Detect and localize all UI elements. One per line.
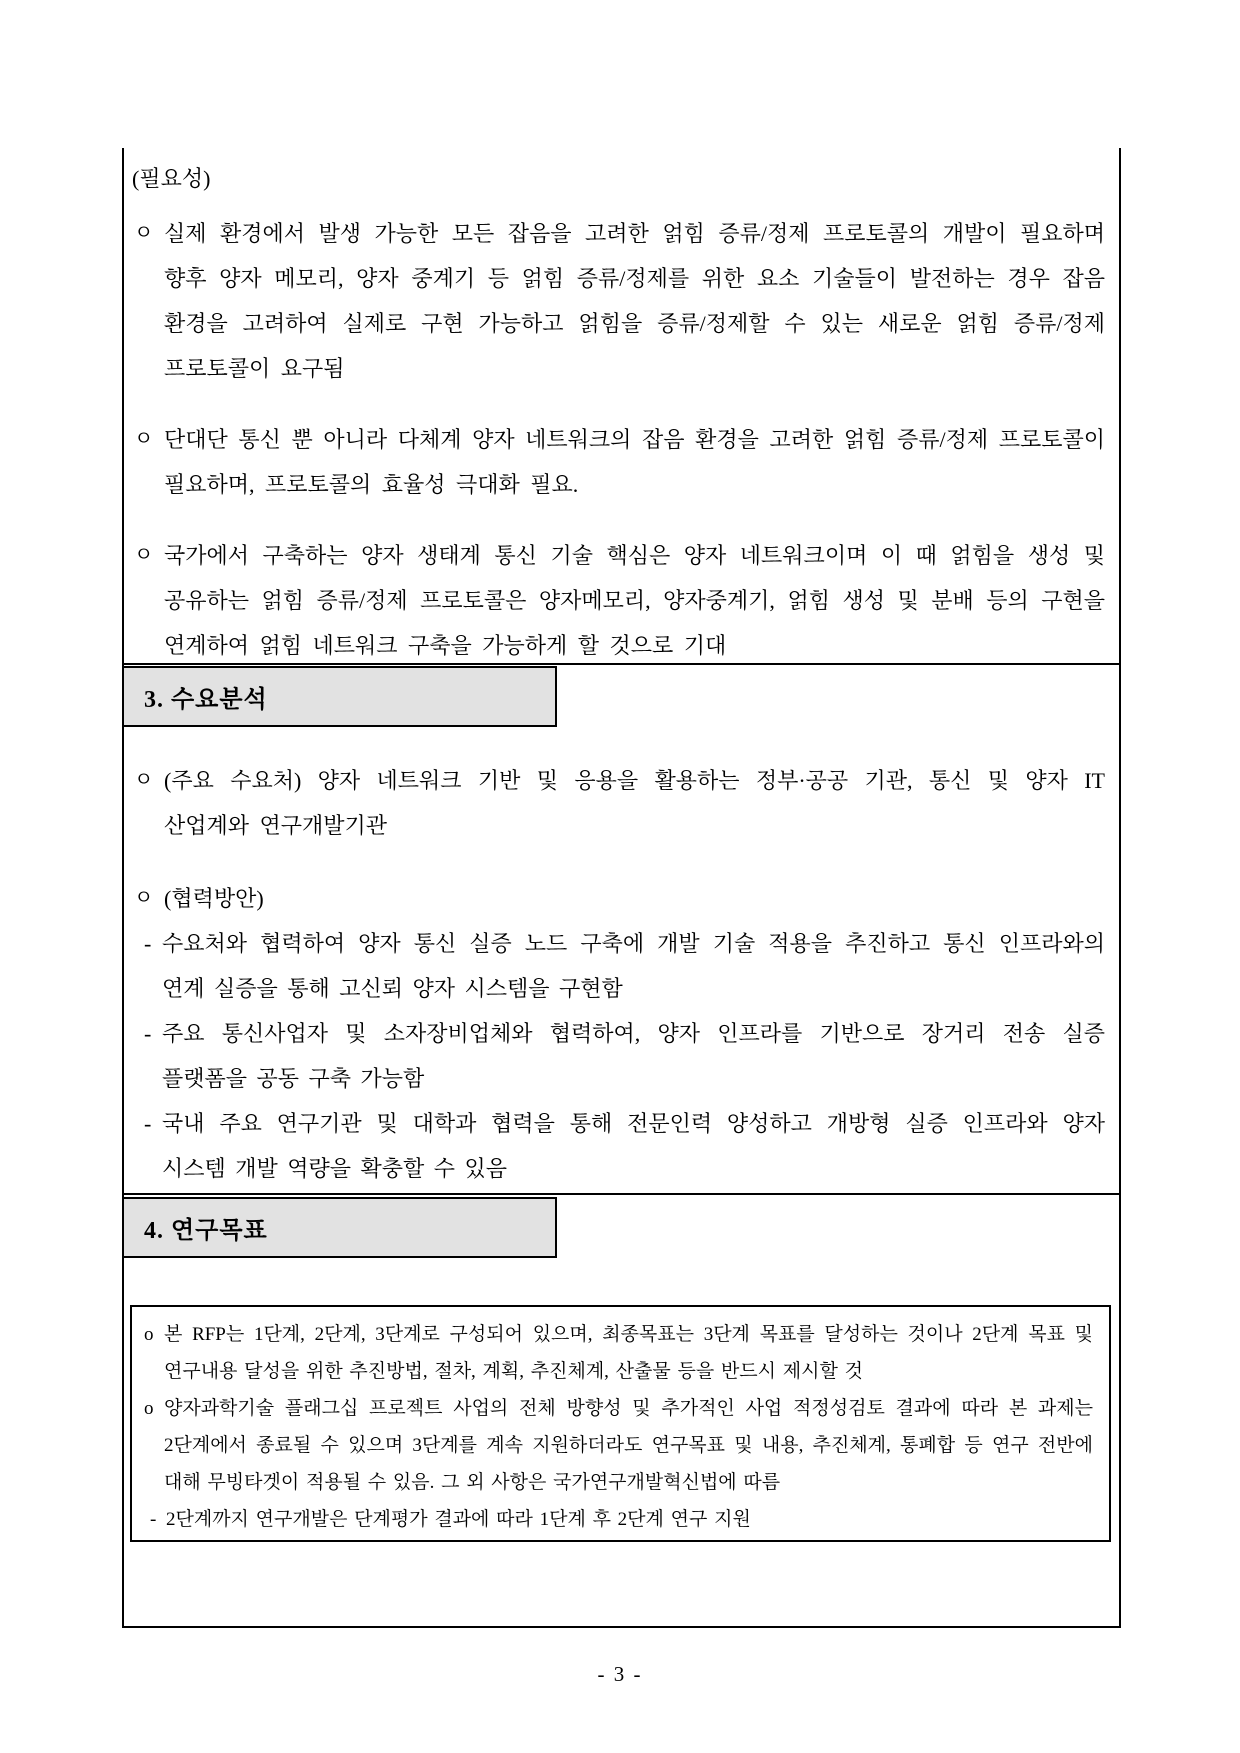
note-item-text: 2단계까지 연구개발은 단계평가 결과에 따라 1단계 후 2단계 연구 지원	[166, 1509, 751, 1530]
page-number: - 3 -	[597, 1662, 643, 1686]
list-item	[132, 1011, 1107, 1101]
circle-bullet-icon: ㅇ	[134, 544, 154, 566]
necessity-label: (필요성)	[132, 166, 211, 191]
list-item-text: 국내 주요 연구기관 및 대학과 협력을 통해 전문인력 양성하고 개방형 실증 인프라와 양자 시스템 개발 역량을 확충할 수 있음	[162, 1111, 1105, 1181]
note-item-text: 본 RFP는 1단계, 2단계, 3단계로 구성되어 있으며, 최종목표는 3단계 목표를 달성하는 것이나 2단계 목표 및 연구내용 달성을 위한 추진방법, 절차, 계획, 추진체계, 산출물 등을 반드시 제시할 것	[164, 1324, 1093, 1382]
note-item	[142, 1316, 1095, 1390]
list-item-text: 주요 통신사업자 및 소자장비업체와 협력하여, 양자 인프라를 기반으로 장거리 전송 실증 플랫폼을 공동 구축 가능함	[162, 1021, 1105, 1091]
list-item-text: (협력방안)	[164, 886, 264, 911]
dash-bullet-icon: -	[150, 1509, 157, 1530]
note-item-text: 양자과학기술 플래그십 프로젝트 사업의 전체 방향성 및 추가적인 사업 적정성검토 결과에 따라 본 과제는 2단계에서 종료될 수 있으며 3단계를 계속 지원하더라도 연구목표 및 내용, 추진체계, 통폐합 등 연구 전반에 대해 무빙타겟이 적용될 수 있음. 그 외 사항은 국가연구개발혁신법에 따름	[164, 1398, 1093, 1493]
note-item	[142, 1501, 1095, 1538]
list-item	[132, 758, 1107, 848]
list-item-text: 단대단 통신 뿐 아니라 다체계 양자 네트워크의 잡음 환경을 고려한 얽힘 증류/정제 프로토콜이 필요하며, 프로토콜의 효율성 극대화 필요.	[164, 427, 1105, 497]
section-heading-demand-analysis	[122, 666, 557, 727]
section-heading-text: 4. 연구목표	[144, 1218, 268, 1244]
circle-bullet-icon: ㅇ	[134, 428, 154, 450]
dash-bullet-icon: -	[144, 1111, 152, 1136]
rfp-stage-note-box	[130, 1305, 1111, 1542]
list-item-text: 국가에서 구축하는 양자 생태계 통신 기술 핵심은 양자 네트워크이며 이 때 얽힘을 생성 및 공유하는 얽힘 증류/정제 프로토콜은 양자메모리, 양자중계기, 얽힘 생성 및 분배 등의 구현을 연계하여 얽힘 네트워크 구축을 가능하게 할 것으로 기대	[164, 543, 1105, 658]
circle-bullet-icon: ㅇ	[134, 887, 154, 909]
section-heading-research-objectives	[122, 1197, 557, 1258]
content-table-frame	[122, 148, 1121, 1628]
list-item-text: 실제 환경에서 발생 가능한 모든 잡음을 고려한 얽힘 증류/정제 프로토콜의 개발이 필요하며 향후 양자 메모리, 양자 중계기 등 얽힘 증류/정제를 위한 요소 기술들이 발전하는 경우 잡음 환경을 고려하여 실제로 구현 가능하고 얽힘을 증류/정제할 수 있는 새로운 얽힘 증류/정제 프로토콜이 요구됨	[164, 221, 1105, 381]
list-item	[132, 876, 1107, 921]
section-demand-analysis	[124, 730, 1119, 1195]
circle-bullet-icon: ㅇ	[134, 769, 154, 791]
note-item	[142, 1390, 1095, 1501]
list-item	[132, 211, 1107, 391]
list-item	[132, 1101, 1107, 1191]
list-item	[132, 921, 1107, 1011]
list-item	[132, 533, 1107, 668]
dash-bullet-icon: -	[144, 931, 152, 956]
list-item-text: (주요 수요처) 양자 네트워크 기반 및 응용을 활용하는 정부·공공 기관, 통신 및 양자 IT 산업계와 연구개발기관	[164, 768, 1105, 838]
section-heading-text: 3. 수요분석	[144, 687, 268, 713]
section-necessity	[124, 148, 1119, 665]
list-item	[132, 417, 1107, 507]
list-item-text: 수요처와 협력하여 양자 통신 실증 노드 구축에 개발 기술 적용을 추진하고 통신 인프라와의 연계 실증을 통해 고신뢰 양자 시스템을 구현함	[162, 931, 1105, 1001]
dash-bullet-icon: -	[144, 1021, 152, 1046]
circle-bullet-icon: o	[144, 1398, 154, 1419]
circle-bullet-icon: o	[144, 1324, 154, 1345]
circle-bullet-icon: ㅇ	[134, 222, 154, 244]
